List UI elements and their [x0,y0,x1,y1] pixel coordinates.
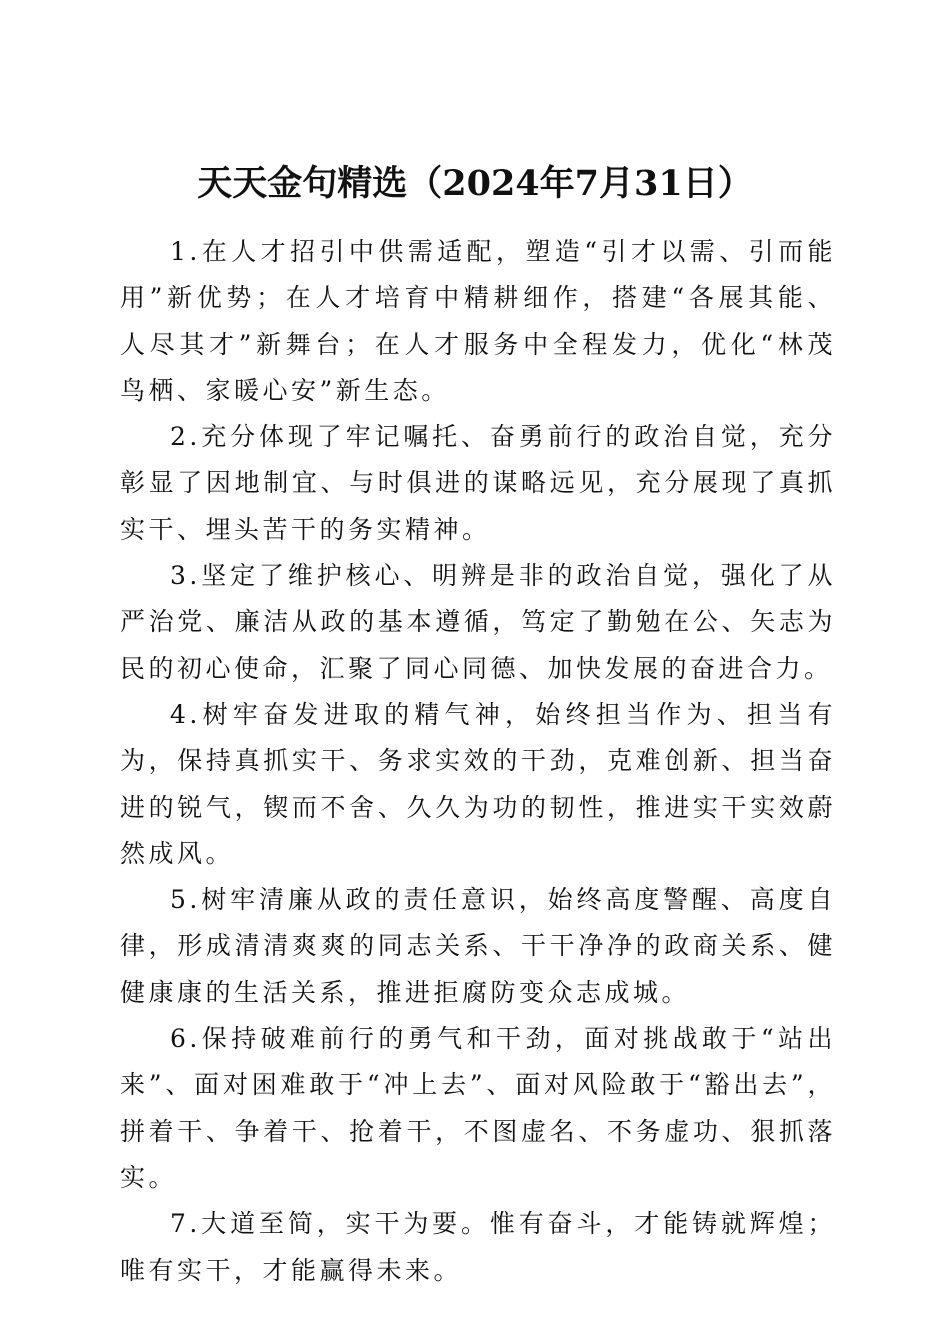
paragraph-6: 6.保持破难前行的勇气和干劲，面对挑战敢于“站出来”、面对困难敢于“冲上去”、面对风险敢于“豁出去”，拼着干、争着干、抢着干，不图虚名、不务虚功、狠抓落实。 [120,1024,836,1192]
paragraph-1: 1.在人才招引中供需适配，塑造“引才以需、引而能用”新优势；在人才培育中精耕细作，搭建“各展其能、人尽其才”新舞台；在人才服务中全程发力，优化“林茂鸟栖、家暖心安”新生态。 [120,237,836,405]
paragraph-5: 5.树牢清廉从政的责任意识，始终高度警醒、高度自律，形成清清爽爽的同志关系、干干净净的政商关系、健健康康的生活关系，推进拒腐防变众志成城。 [120,885,836,1007]
paragraph-2: 2.充分体现了牢记嘱托、奋勇前行的政治自觉，充分彰显了因地制宜、与时俱进的谋略远见，充分展现了真抓实干、埋头苦干的务实精神。 [120,422,836,544]
paragraph-7: 7.大道至简，实干为要。惟有奋斗，才能铸就辉煌；唯有实干，才能赢得未来。 [120,1209,836,1285]
paragraph-4: 4.树牢奋发进取的精气神，始终担当作为、担当有为，保持真抓实干、务求实效的干劲，克难创新、担当奋进的锐气，锲而不舍、久久为功的韧性，推进实干实效蔚然成风。 [120,699,836,868]
paragraph-3: 3.坚定了维护核心、明辨是非的政治自觉，强化了从严治党、廉洁从政的基本遵循，笃定了勤勉在公、矢志为民的初心使命，汇聚了同心同德、加快发展的奋进合力。 [120,561,836,683]
document-body [120,229,836,1294]
document-title: 天天金句精选（2024年7月31日） [197,163,753,205]
